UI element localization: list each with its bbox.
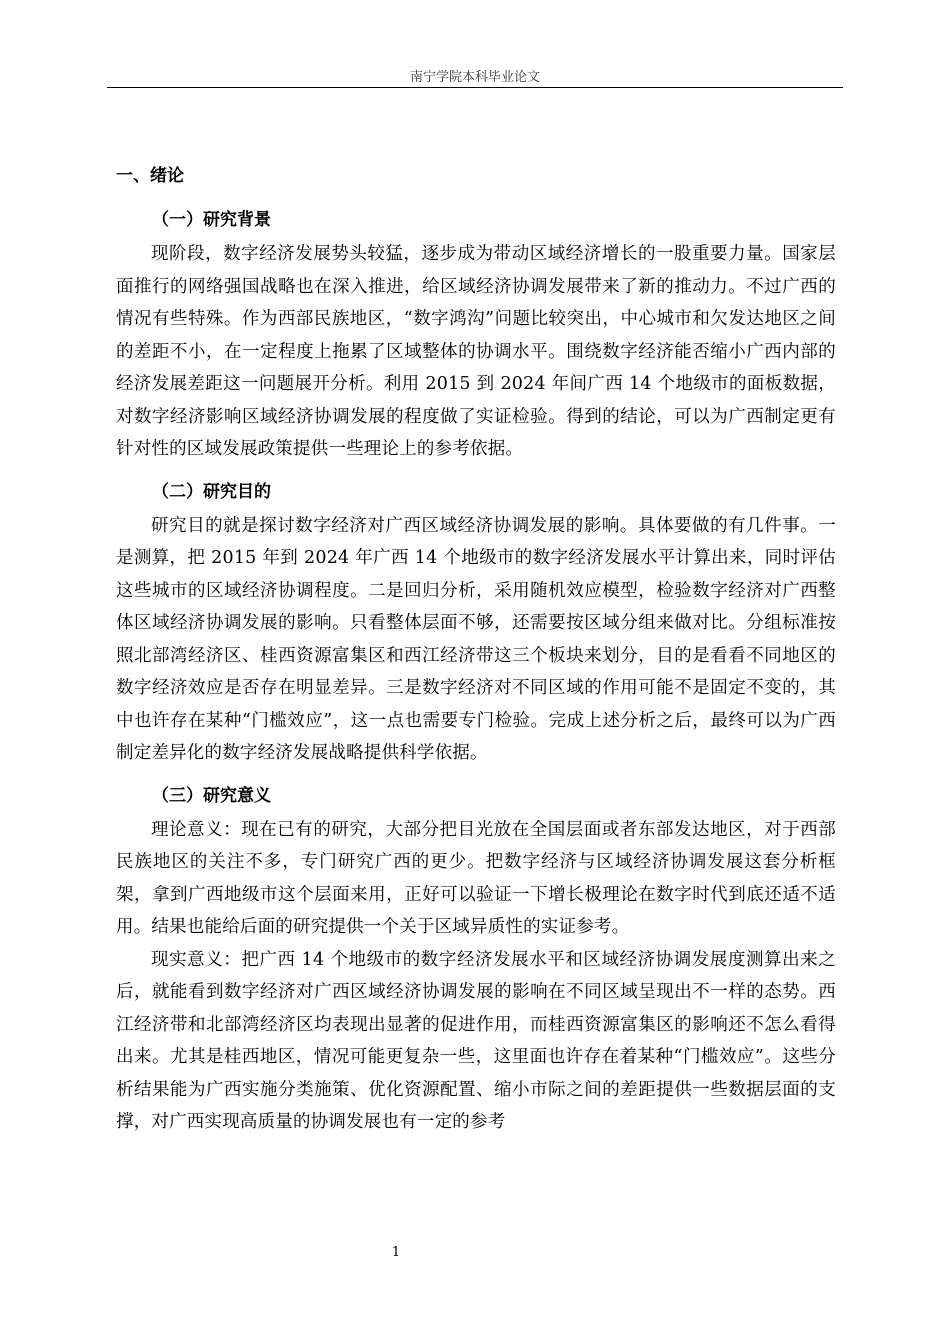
page-body (116, 158, 836, 1139)
paragraph-purpose: 研究目的就是探讨数字经济对广西区域经济协调发展的影响。具体要做的有几件事。一是测算，把 2015 年到 2024 年广西 14 个地级市的数字经济发展水平计算出来，同时评估这些城市的区域经济协调程度。二是回归分析，采用随机效应模型，检验数字经济对广西整体区域经济协调发展的影响。只看整体层面不够，还需要按区域分组来做对比。分组标准按照北部湾经济区、桂西资源富集区和西江经济带这三个板块来划分，目的是看看不同地区的数字经济效应是否存在明显差异。三是数字经济对不同区域的作用可能不是固定不变的，其中也许存在某种“门槛效应”，这一点也需要专门检验。完成上述分析之后，最终可以为广西制定差异化的数字经济发展战略提供科学依据。 (116, 515, 836, 763)
paragraph-practical-significance: 现实意义：把广西 14 个地级市的数字经济发展水平和区域经济协调发展度测算出来之后，就能看到数字经济对广西区域经济协调发展的影响在不同区域呈现出不一样的态势。西江经济带和北部湾经济区均表现出显著的促进作用，而桂西资源富集区的影响还不怎么看得出来。尤其是桂西地区，情况可能更复杂一些，这里面也许存在着某种“门槛效应”。这些分析结果能为广西实施分类施策、优化资源配置、缩小市际之间的差距提供一些数据层面的支撑，对广西实现高质量的协调发展也有一定的参考 (116, 949, 836, 1132)
subsection-heading-background: （一）研究背景 (152, 210, 271, 230)
subsection-heading-purpose: （二）研究目的 (152, 481, 271, 502)
paragraph-theoretical-significance: 理论意义：现在已有的研究，大部分把目光放在全国层面或者东部发达地区，对于西部民族地区的关注不多，专门研究广西的更少。把数字经济与区域经济协调发展这套分析框架，拿到广西地级市这个层面来用，正好可以验证一下增长极理论在数字时代到底还适不适用。结果也能给后面的研究提供一个关于区域异质性的实证参考。 (116, 819, 836, 937)
section-heading-introduction: 一、绪论 (116, 166, 184, 186)
running-header: 南宁学院本科毕业论文 (409, 70, 540, 85)
paragraph-background: 现阶段，数字经济发展势头较猛，逐步成为带动区域经济增长的一股重要力量。国家层面推行的网络强国战略也在深入推进，给区域经济协调发展带来了新的推动力。不过广西的情况有些特殊。作为西部民族地区，“数字鸿沟”问题比较突出，中心城市和欠发达地区之间的差距不小，在一定程度上拖累了区域整体的协调水平。围绕数字经济能否缩小广西内部的经济发展差距这一问题展开分析。利用 2015 到 2024 年间广西 14 个地级市的面板数据，对数字经济影响区域经济协调发展的程度做了实证检验。得到的结论，可以为广西制定更有针对性的区域发展政策提供一些理论上的参考依据。 (116, 244, 836, 459)
page-number: 1 (391, 1245, 401, 1260)
header-rule (107, 87, 843, 88)
subsection-heading-significance: （三）研究意义 (152, 785, 271, 806)
